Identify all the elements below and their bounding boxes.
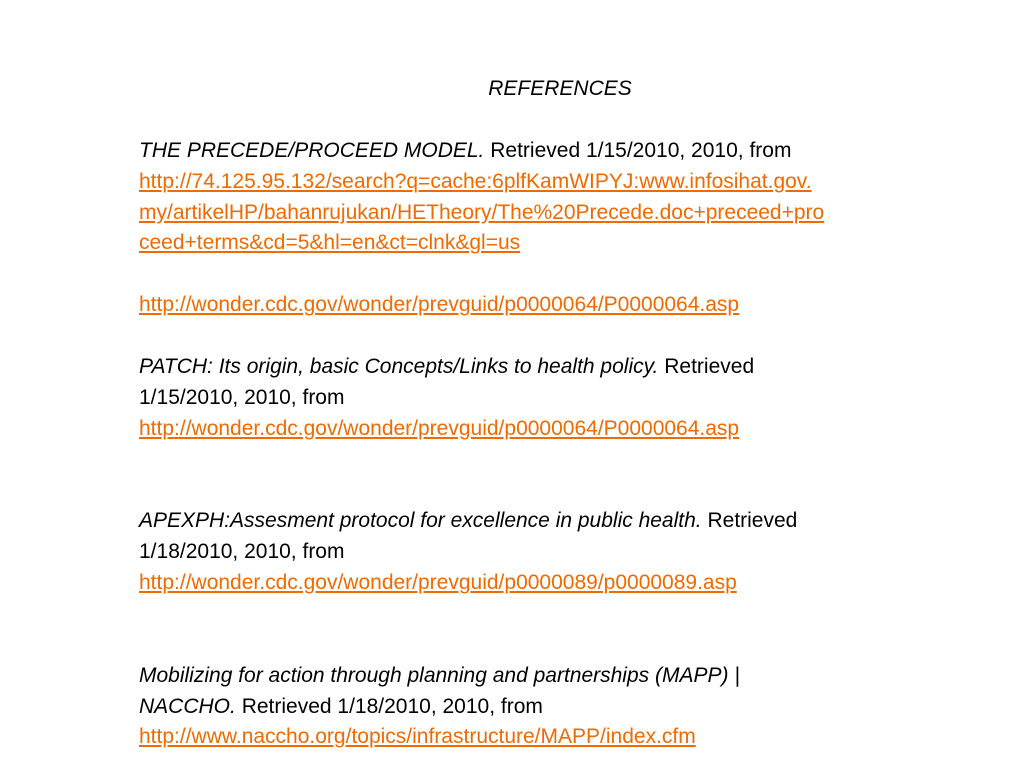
reference-retrieved: Retrieved xyxy=(664,354,755,378)
reference-url-line xyxy=(139,167,999,198)
reference-retrieved: Retrieved 1/15/2010, 2010, from xyxy=(490,139,792,162)
reference-line xyxy=(139,661,999,692)
page-title: REFERENCES xyxy=(488,77,632,100)
reference-line xyxy=(139,506,999,537)
reference-apexph xyxy=(139,506,999,598)
spacer xyxy=(139,444,999,506)
reference-title: PATCH: Its origin, basic Concepts/Links to health policy. xyxy=(139,354,659,378)
reference-url-line xyxy=(139,722,999,753)
reference-patch xyxy=(139,352,999,444)
reference-url-line xyxy=(139,290,999,321)
reference-title: Mobilizing for action through planning and partnerships (MAPP) | xyxy=(139,663,740,687)
reference-mapp xyxy=(139,661,999,753)
reference-precede-proceed xyxy=(139,136,999,259)
reference-title: APEXPH:Assesment protocol for excellence in public health. xyxy=(139,509,702,533)
reference-line xyxy=(139,692,999,723)
reference-link[interactable]: http://wonder.cdc.gov/wonder/prevguid/p0000089/p0000089.asp xyxy=(139,570,737,594)
reference-line xyxy=(139,352,999,383)
reference-link[interactable]: http://www.naccho.org/topics/infrastructure/MAPP/index.cfm xyxy=(139,725,696,749)
reference-url-line xyxy=(139,198,999,229)
reference-title: THE PRECEDE/PROCEED MODEL. xyxy=(139,139,485,162)
reference-link[interactable]: http://74.125.95.132/search?q=cache:6plfKamWIPYJ:www.infosihat.gov. xyxy=(139,169,812,193)
references-list xyxy=(139,136,999,753)
reference-retrieved-date: 1/18/2010, 2010, from xyxy=(139,540,345,564)
reference-link[interactable]: my/artikelHP/bahanrujukan/HETheory/The%20Precede.doc+preceed+pro xyxy=(139,200,825,224)
reference-line xyxy=(139,136,999,167)
reference-link[interactable]: ceed+terms&cd=5&hl=en&ct=clnk&gl=us xyxy=(139,231,521,255)
spacer xyxy=(139,259,999,290)
reference-link[interactable]: http://wonder.cdc.gov/wonder/prevguid/p0000064/P0000064.asp xyxy=(139,416,740,440)
reference-title: NACCHO. xyxy=(139,694,236,718)
reference-retrieved-date: 1/15/2010, 2010, from xyxy=(139,385,345,409)
reference-retrieved: Retrieved 1/18/2010, 2010, from xyxy=(241,694,543,718)
spacer xyxy=(139,599,999,661)
reference-url-line xyxy=(139,414,999,445)
reference-cdc-p0000064 xyxy=(139,290,999,321)
reference-line xyxy=(139,383,999,414)
reference-url-line xyxy=(139,568,999,599)
reference-line xyxy=(139,537,999,568)
reference-link[interactable]: http://wonder.cdc.gov/wonder/prevguid/p0000064/P0000064.asp xyxy=(139,293,740,317)
reference-retrieved: Retrieved xyxy=(707,509,798,533)
reference-url-line xyxy=(139,228,999,259)
spacer xyxy=(139,321,999,352)
